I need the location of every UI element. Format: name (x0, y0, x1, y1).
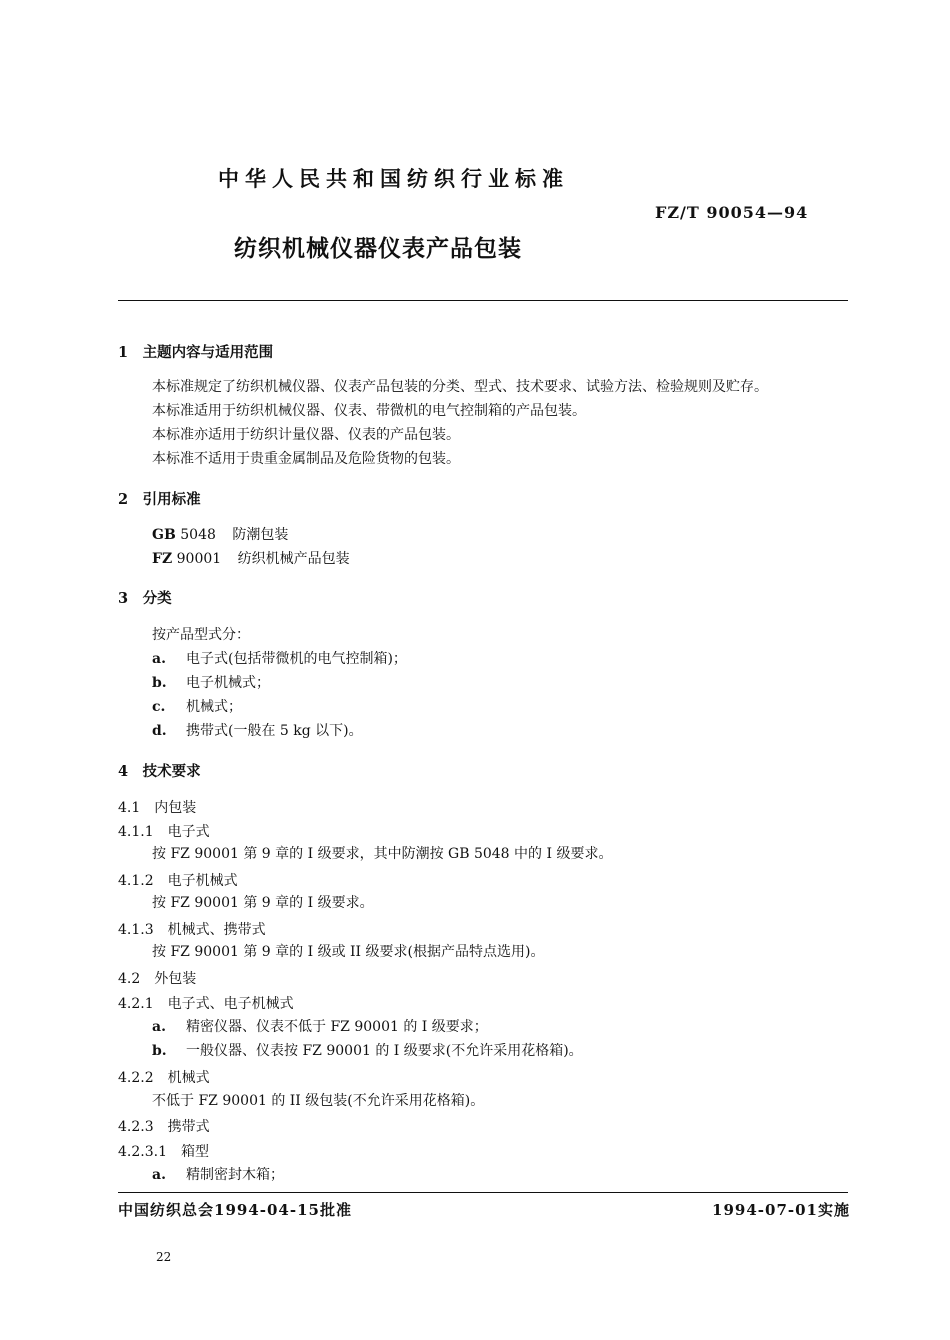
org-standard-title: 中华人民共和国纺织行业标准 (218, 166, 569, 191)
list-text: 一般仪器、仪表按 FZ 90001 的 I 级要求(不允许采用花格箱)。 (186, 1043, 583, 1059)
list-marker: b. (152, 675, 167, 691)
subsection-heading: 4.2.3 携带式 (118, 1119, 210, 1135)
section-4-heading: 4 技术要求 (118, 763, 201, 780)
section-1-paragraph: 本标准不适用于贵重金属制品及危险货物的包装。 (152, 451, 460, 467)
reference-code: FZ (152, 551, 173, 567)
requirement-text: 按 FZ 90001 第 9 章的 I 级要求。 (152, 895, 374, 911)
section-1-heading: 1 主题内容与适用范围 (118, 344, 274, 361)
list-text: 电子式(包括带微机的电气控制箱)； (186, 651, 407, 667)
header-divider (118, 300, 848, 301)
list-marker: b. (152, 1043, 167, 1059)
section-1-paragraph: 本标准适用于纺织机械仪器、仪表、带微机的电气控制箱的产品包装。 (152, 403, 586, 419)
footer-divider (118, 1192, 848, 1193)
list-marker: a. (152, 1019, 166, 1035)
list-text: 电子机械式； (186, 675, 270, 691)
list-item (152, 722, 363, 740)
requirement-text: 按 FZ 90001 第 9 章的 I 级或 II 级要求(根据产品特点选用)。 (152, 944, 545, 960)
classification-intro: 按产品型式分： (152, 627, 250, 643)
subsection-heading: 4.2.1 电子式、电子机械式 (118, 996, 294, 1012)
reference-title: 防潮包装 (232, 527, 289, 543)
list-marker: d. (152, 723, 167, 739)
list-text: 精制密封木箱； (186, 1167, 284, 1183)
list-item (152, 674, 270, 692)
requirement-text: 按 FZ 90001 第 9 章的 I 级要求，其中防潮按 GB 5048 中的 I 级要求。 (152, 846, 613, 862)
list-item (152, 1018, 488, 1036)
subsection-heading: 4.1 内包装 (118, 800, 197, 816)
reference-item (152, 550, 350, 568)
document-title: 纺织机械仪器仪表产品包装 (234, 235, 522, 262)
reference-title: 纺织机械产品包装 (237, 551, 350, 567)
page-number: 22 (156, 1250, 172, 1264)
list-marker: a. (152, 1167, 166, 1183)
requirement-text: 不低于 FZ 90001 的 II 级包装(不允许采用花格箱)。 (152, 1093, 485, 1109)
list-marker: c. (152, 699, 166, 715)
list-item (152, 698, 242, 716)
list-text: 机械式； (186, 699, 242, 715)
subsection-heading: 4.1.2 电子机械式 (118, 873, 238, 889)
reference-number: 90001 (176, 551, 222, 567)
implementation-date: 1994-07-01实施 (712, 1201, 850, 1219)
section-2-heading: 2 引用标准 (118, 491, 201, 508)
reference-item (152, 526, 288, 544)
reference-code: GB (152, 527, 176, 543)
section-1-paragraph: 本标准亦适用于纺织计量仪器、仪表的产品包装。 (152, 427, 460, 443)
list-item (152, 1042, 583, 1060)
section-1-paragraph: 本标准规定了纺织机械仪器、仪表产品包装的分类、型式、技术要求、试验方法、检验规则及贮存。 (152, 379, 768, 395)
reference-number: 5048 (180, 527, 216, 543)
standard-number: FZ/T 90054—94 (655, 203, 809, 222)
subsection-heading: 4.2 外包装 (118, 971, 197, 987)
list-text: 携带式(一般在 5 kg 以下)。 (186, 723, 363, 739)
list-text: 精密仪器、仪表不低于 FZ 90001 的 I 级要求； (186, 1019, 488, 1035)
subsection-heading: 4.2.3.1 箱型 (118, 1144, 209, 1160)
subsection-heading: 4.1.3 机械式、携带式 (118, 922, 266, 938)
approval-line: 中国纺织总会1994-04-15批准 (118, 1201, 352, 1219)
section-3-heading: 3 分类 (118, 590, 172, 607)
list-marker: a. (152, 651, 166, 667)
list-item (152, 1166, 284, 1184)
subsection-heading: 4.2.2 机械式 (118, 1070, 210, 1086)
subsection-heading: 4.1.1 电子式 (118, 824, 210, 840)
list-item (152, 650, 407, 668)
